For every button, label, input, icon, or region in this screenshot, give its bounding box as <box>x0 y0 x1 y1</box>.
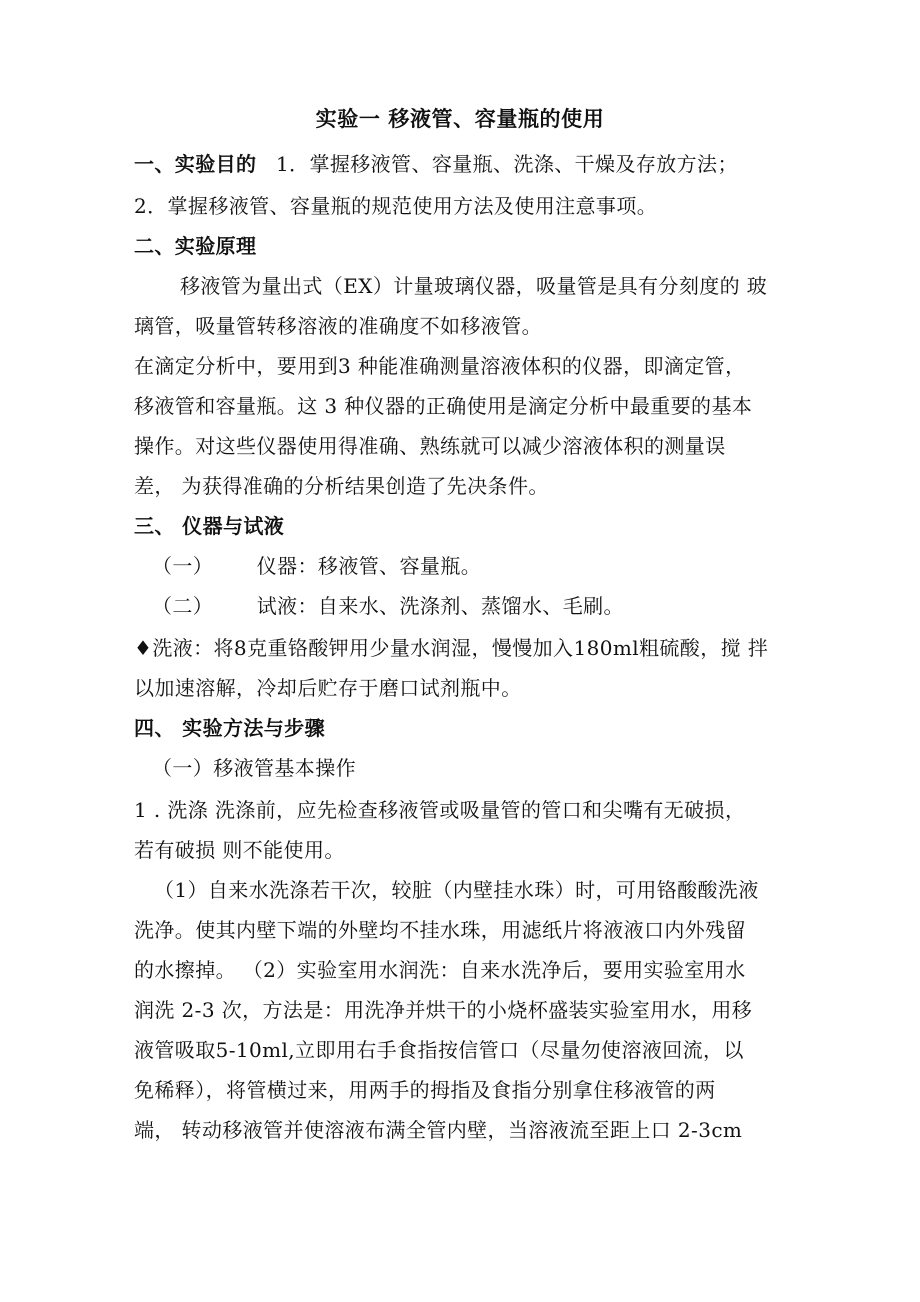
section3-item1 <box>152 553 481 579</box>
section1-heading: 一、实验目的 <box>134 152 257 176</box>
section4-step1-line1: 1 . 洗涤 洗涤前，应先检查移液管或吸量管的管口和尖嘴有无破损， <box>134 798 746 822</box>
section2-p2-line4: 差， 为获得准确的分析结果创造了先决条件。 <box>134 474 549 498</box>
section3-item1-text: 仪器：移液管、容量瓶。 <box>256 554 482 578</box>
section4-step2-line2: 洗净。使其内壁下端的外壁均不挂水珠，用滤纸片将液液口内外残留 <box>134 918 746 942</box>
section2-p1-line2: 璃管，吸量管转移溶液的准确度不如移液管。 <box>134 314 542 338</box>
section4-step2-line3: 的水擦掉。 （2）实验室用水润洗：自来水洗净后，要用实验室用水 <box>134 958 746 982</box>
section2-p2-line3: 操作。对这些仪器使用得准确、熟练就可以减少溶液体积的测量误 <box>134 434 726 458</box>
section1-line <box>134 151 738 177</box>
section4-step1-line2: 若有破损 则不能使用。 <box>134 838 345 862</box>
section3-heading: 三、 仪器与试液 <box>134 514 285 538</box>
section4-step2-line7: 端， 转动移液管并使溶液布满全管内壁，当溶液流至距上口 2-3cm <box>134 1118 743 1142</box>
section3-item2 <box>152 593 624 619</box>
section3-note-line1: ♦洗液：将8克重铬酸钾用少量水润湿，慢慢加入180ml粗硫酸，搅 拌 <box>134 636 769 660</box>
section2-heading: 二、实验原理 <box>134 234 257 258</box>
section1-item2: 2．掌握移液管、容量瓶的规范使用方法及使用注意事项。 <box>134 194 658 218</box>
section2-p2-line1: 在滴定分析中，要用到3 种能准确测量溶液体积的仪器，即滴定管， <box>134 354 746 378</box>
section3-item1-number: （一） <box>152 554 214 578</box>
section3-item2-text: 试液：自来水、洗涤剂、蒸馏水、毛刷。 <box>256 594 624 618</box>
section4-step2-line5: 液管吸取5-10ml,立即用右手食指按信管口（尽量勿使溶液回流，以 <box>134 1038 744 1062</box>
section4-step2-line4: 润洗 2-3 次，方法是：用洗净并烘干的小烧杯盛装实验室用水，用移 <box>134 998 753 1022</box>
section4-step2-line6: 免稀释），将管横过来，用两手的拇指及食指分别拿住移液管的两 <box>134 1078 716 1102</box>
section3-item2-number: （二） <box>152 594 214 618</box>
section2-p2-line2: 移液管和容量瓶。这 3 种仪器的正确使用是滴定分析中最重要的基本 <box>134 394 753 418</box>
section4-subheading: （一）移液管基本操作 <box>152 756 356 780</box>
section4-heading: 四、 实验方法与步骤 <box>134 716 325 740</box>
section4-step2-line1: （1）自来水洗涤若干次，较脏（内壁挂水珠）时，可用铬酸酸洗液 <box>154 878 759 902</box>
document-title: 实验一 移液管、容量瓶的使用 <box>315 106 605 131</box>
section3-note-line2: 以加速溶解，冷却后贮存于磨口试剂瓶中。 <box>134 676 522 700</box>
section2-p1-line1: 移液管为量出式（EX）计量玻璃仪器，吸量管是具有分刻度的 玻 <box>180 274 768 298</box>
section1-item1: 1．掌握移液管、容量瓶、洗涤、干燥及存放方法； <box>275 152 738 176</box>
